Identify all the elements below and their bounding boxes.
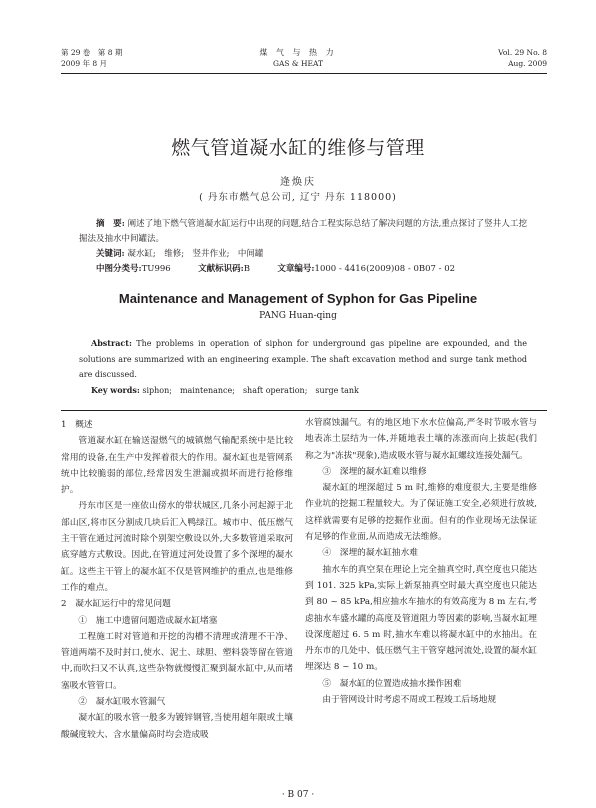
issue-date-en: Aug. 2009: [508, 59, 547, 68]
body-paragraph: ⑤ 凝水缸的位置造成抽水操作困难: [322, 678, 462, 689]
running-header-center: [248, 47, 348, 69]
header-rule: [61, 73, 547, 74]
body-paragraph: 管道凝水缸在输送湿燃气的城镇燃气输配系统中是比较常用的设备,在生产中发挥着很大的作用。凝水缸也是管网系统中比较脆弱的部位,经常因发生泄漏或损坏而进行抢修维护。: [61, 436, 293, 496]
article-number: 1000 - 4416(2009)08 - 0B07 - 02: [314, 264, 456, 274]
keywords-cn-label: 关键词:: [96, 249, 125, 259]
body-paragraph-continued: 水管腐蚀漏气。有的地区地下水水位偏高,严冬时节吸水管与地表冻土层结为一体,并随地表土壤的冻涨而向上拔起(我们称之为"冻拔"现象),造成吸水管与凝水缸螺纹连接处漏气。: [305, 418, 537, 461]
abstract-en-label: Abstract:: [91, 338, 132, 348]
body-paragraph: 凝水缸的吸水管一般多为镀锌钢管,当使用超年限或土壤酸碱度较大、含水量偏高时均会造成吸: [61, 713, 293, 740]
body-paragraph: ④ 深埋的凝水缸抽水难: [322, 548, 418, 559]
abstract-en-text: The problems in operation of siphon for underground gas pipeline are expounded, and the solutions are summarized with an engineering example. The shaft excavation method and surge tank method are discussed.: [79, 339, 527, 379]
body-paragraph: ① 施工中遗留问题造成凝水缸堵塞: [78, 615, 218, 626]
body-column-left: [61, 417, 293, 743]
journal-name-en: GAS & HEAT: [272, 59, 323, 68]
abstract-cn-label: 摘 要:: [96, 219, 125, 229]
running-header-left: [61, 47, 122, 69]
english-title: Maintenance and Management of Syphon for Gas Pipeline: [118, 291, 478, 306]
body-paragraph: 丹东市区是一座依山傍水的带状城区,几条小河起源于北部山区,将市区分割成几块后汇入鸭绿江。城市中、低压燃气主干管在通过河流时除个别架空敷设以外,大多数管道采取河底穿越方式敷设。因此,在管道过河处设置了多个深埋的凝水缸。这些主干管上的凝水缸不仅是管网维护的重点,也是维修工作的难点。: [61, 501, 293, 593]
article-title: 燃气管道凝水缸的维修与管理: [171, 137, 425, 159]
volume-issue-en: Vol. 29 No. 8: [498, 48, 547, 57]
body-paragraph: 工程施工时对管道和开挖的沟槽不清理或清理不干净、管道两端不及时封口,使水、泥土、球胆、塑料袋等留在管道中,而吹扫又不认真,这些杂物就慢慢汇聚到凝水缸中,从而堵塞吸水管管口。: [61, 631, 293, 691]
issue-date: 2009 年 8 月: [61, 59, 108, 68]
section-heading: 1 概述: [61, 420, 93, 430]
keywords-en-label: Key words:: [91, 384, 140, 395]
page-folio: · B 07 ·: [281, 790, 315, 800]
running-header-right: [498, 47, 547, 69]
body-column-right: [305, 415, 537, 708]
abstract-rule: [61, 410, 547, 411]
author-name: 逄焕庆: [280, 177, 316, 188]
clc-label: 中图分类号:: [96, 264, 142, 274]
journal-name-cn: 煤 气 与 热 力: [259, 48, 337, 57]
body-paragraph: ② 凝水缸吸水管漏气: [78, 697, 166, 708]
body-paragraph: 由于管网设计时考虑不周或工程竣工后场地规: [322, 695, 497, 706]
english-author: PANG Huan-qing: [259, 311, 337, 321]
keywords-en: siphon; maintenance; shaft operation; surge tank: [142, 385, 359, 395]
clc-number: TU996: [141, 264, 171, 274]
section-heading: 2 凝水缸运行中的常见问题: [61, 599, 171, 610]
abstract-en: [79, 336, 527, 398]
article-number-label: 文章编号:: [277, 264, 315, 274]
keywords-cn: 凝水缸; 维修; 竖井作业; 中间罐: [127, 249, 264, 259]
body-paragraph: ③ 深埋的凝水缸难以维修: [322, 466, 427, 477]
body-paragraph: 抽水车的真空泵在理论上完全抽真空时,真空度也只能达到 101. 325 kPa,实际上新泵抽真空时最大真空度也只能达到 80 ~ 85 kPa,相应抽水车抽水的有效高度为 8 m 左右,考虑抽水车盛水罐的高度及管道阻力等因素的影响,当凝水缸埋设深度超过 6. 5 m 时,抽水车难以将凝水缸中的水抽出。在丹东市的几处中、低压燃气主干管穿越河流处,设置的凝水缸埋深达 8 ~ 10 m。: [305, 564, 537, 673]
doc-code: B: [243, 264, 250, 274]
abstract-cn: [79, 217, 527, 277]
doc-code-label: 文献标识码:: [198, 264, 244, 274]
abstract-cn-text: 阐述了地下燃气管道凝水缸运行中出现的问题,结合工程实际总结了解决问题的方法,重点探讨了竖井人工挖掘法及抽水中间罐法。: [79, 219, 527, 244]
volume-issue: 第 29 卷 第 8 期: [61, 48, 123, 57]
author-affiliation: ( 丹东市燃气总公司, 辽宁 丹东 118000): [199, 192, 397, 203]
body-paragraph: 凝水缸的埋深超过 5 m 时,维修的难度很大,主要是维修作业坑的挖掘工程量较大。为了保证施工安全,必须进行放坡,这样就需要有足够的挖掘作业面。但有的作业现场无法保证有足够的作业面,从而造成无法维修。: [305, 483, 537, 543]
